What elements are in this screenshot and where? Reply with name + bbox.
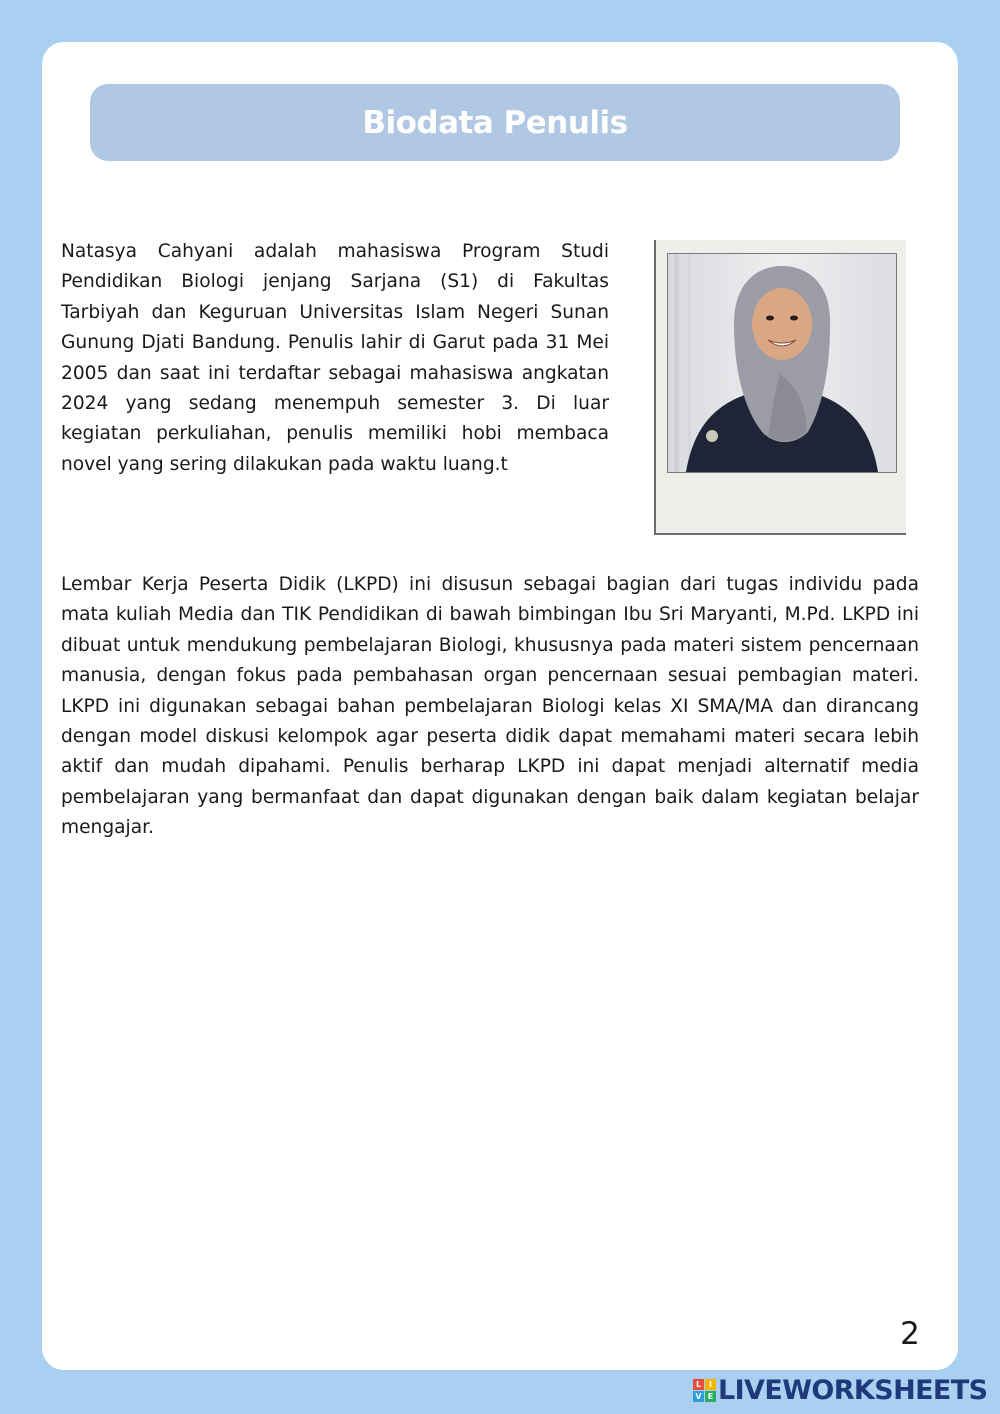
- brand-name: LIVEWORKSHEETS: [718, 1374, 988, 1406]
- page-number: 2: [900, 1316, 920, 1352]
- author-bio-text: Natasya Cahyani adalah mahasiswa Program Studi Pendidikan Biologi jenjang Sarjana (S1) di Fakultas Tarbiyah dan Keguruan Universitas Islam Negeri Sunan Gunung Djati Bandung. Penulis lahir di Garut pada 31 Mei 2005 dan saat ini terdaftar sebagai mahasiswa angkatan 2024 yang sedang menempuh semester 3. Di luar kegiatan perkuliahan, penulis memiliki hobi membaca novel yang sering dilakukan pada waktu luang.t: [61, 241, 609, 475]
- liveworksheets-logo-icon: L I V E: [693, 1379, 716, 1402]
- photo-frame: [654, 240, 906, 535]
- liveworksheets-brand[interactable]: [693, 1374, 987, 1406]
- title-banner: [90, 84, 900, 161]
- page-title: Biodata Penulis: [362, 104, 628, 141]
- lkpd-description: Lembar Kerja Peserta Didik (LKPD) ini disusun sebagai bagian dari tugas individu pada mata kuliah Media dan TIK Pendidikan di bawah bimbingan Ibu Sri Maryanti, M.Pd. LKPD ini dibuat untuk mendukung pembelajaran Biologi, khususnya pada materi sistem pencernaan manusia, dengan fokus pada pembahasan organ pencernaan sesuai pembagian materi. LKPD ini digunakan sebagai bahan pembelajaran Biologi kelas XI SMA/MA dan dirancang dengan model diskusi kelompok agar peserta didik dapat memahami materi secara lebih aktif dan mudah dipahami. Penulis berharap LKPD ini dapat menjadi alternatif media pembelajaran yang bermanfaat dan dapat digunakan dengan baik dalam kegiatan belajar mengajar.: [61, 574, 919, 839]
- author-photo: [667, 253, 897, 473]
